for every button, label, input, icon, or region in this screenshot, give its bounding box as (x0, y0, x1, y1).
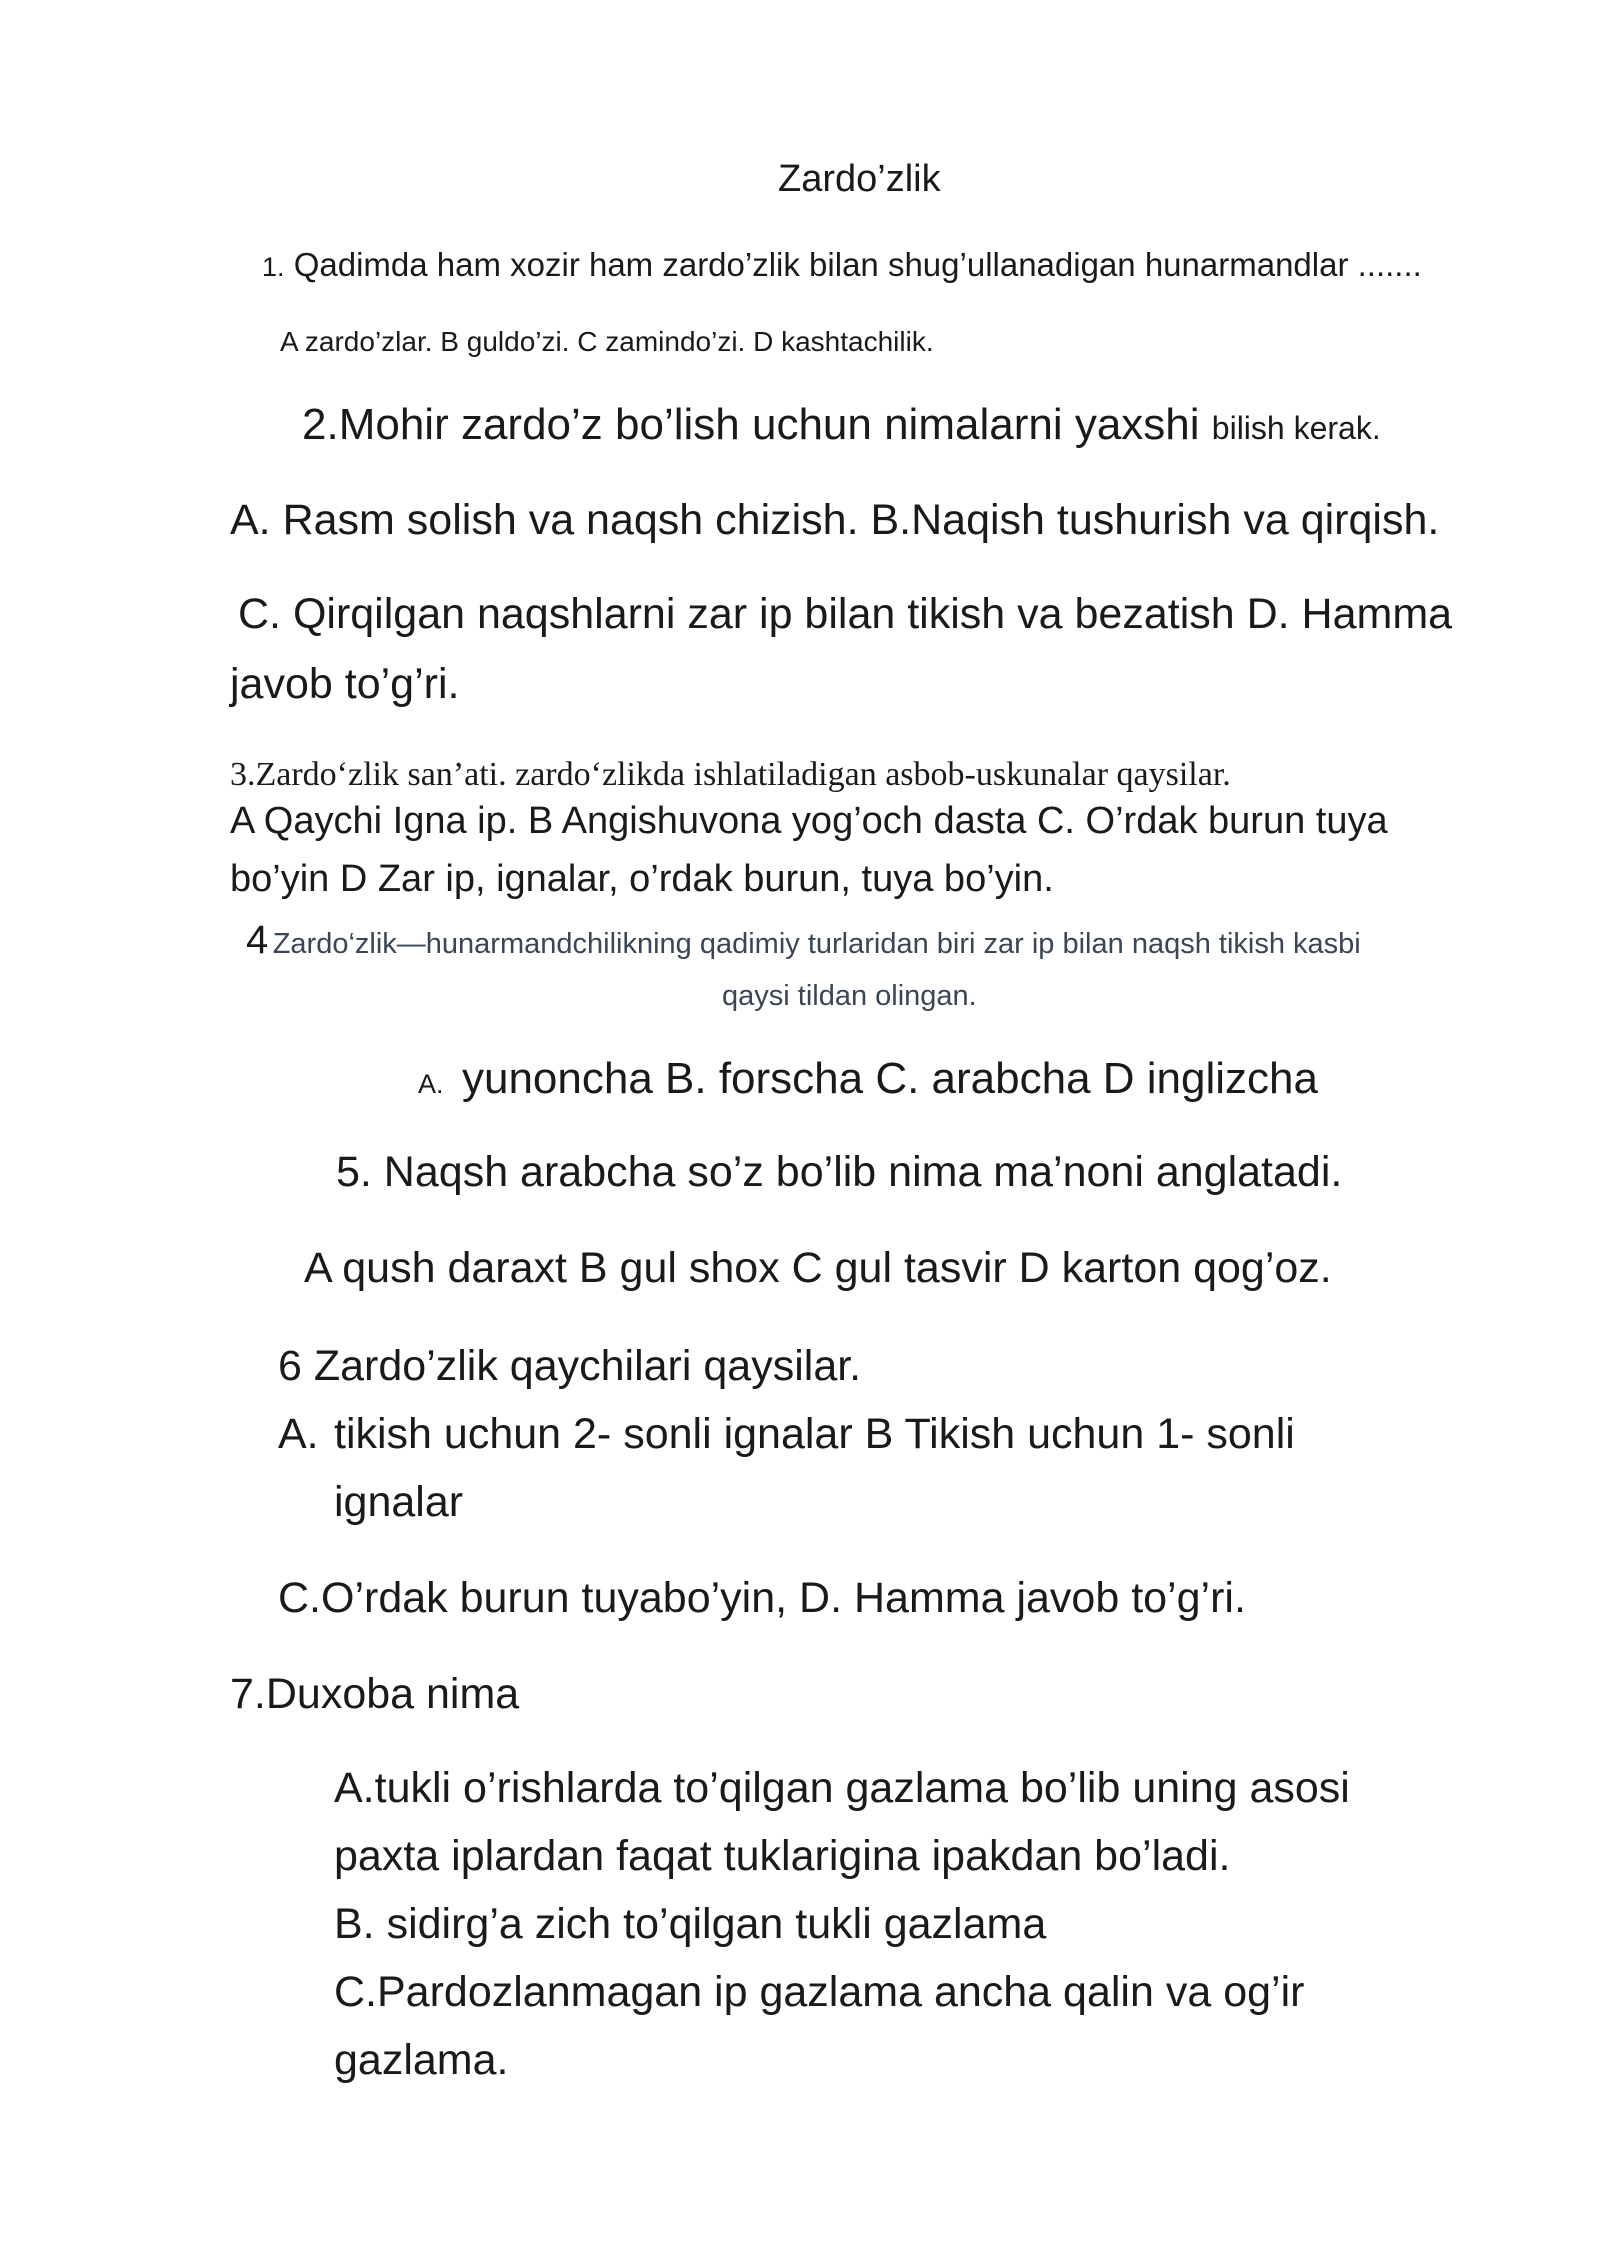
question-1 (262, 246, 1422, 284)
question-4-text-line-2: qaysi tildan olingan. (722, 980, 977, 1012)
question-2-options-line-3: javob to’g’ri. (230, 660, 460, 708)
question-2-options-line-2: C. Qirqilgan naqshlarni zar ip bilan tikish va bezatish D. Hamma (238, 590, 1453, 638)
question-7: 7.Duxoba nima (230, 1670, 520, 1718)
question-4-options (418, 1054, 1318, 1104)
document-title: Zardo’zlik (778, 158, 941, 200)
question-3: 3.Zardo‘zlik san’ati. zardo‘zlikda ishlatiladigan asbob-uskunalar qaysilar. (230, 756, 1231, 793)
question-2-options-line-1: A. Rasm solish va naqsh chizish. B.Naqish tushurish va qirqish. (230, 496, 1440, 544)
question-7-option-c-line-1: C.Pardozlanmagan ip gazlama ancha qalin va og’ir (334, 1968, 1305, 2016)
question-7-option-c-line-2: gazlama. (334, 2036, 509, 2084)
question-4 (246, 918, 1361, 963)
question-4-text-line-1: Zardo‘zlik—hunarmandchilikning qadimiy turlaridan biri zar ip bilan naqsh tikish kasbi (272, 928, 1361, 960)
question-2 (302, 400, 1381, 450)
question-6-option-a-label: A. (278, 1410, 319, 1458)
question-4-number: 4 (246, 918, 269, 962)
question-3-options-line-2: bo’yin D Zar ip, ignalar, o’rdak burun, tuya bo’yin. (230, 858, 1054, 900)
question-6-options-line-1: tikish uchun 2- sonli ignalar B Tikish uchun 1- sonli (334, 1410, 1295, 1458)
question-7-option-a-line-1: A.tukli o’rishlarda to’qilgan gazlama bo’lib uning asosi (334, 1764, 1350, 1812)
question-4-options-text: yunoncha B. forscha C. arabcha D inglizcha (461, 1054, 1318, 1103)
question-1-text: Qadimda ham xozir ham zardo’zlik bilan shug’ullanadigan hunarmandlar ....... (293, 246, 1422, 283)
question-1-number: 1. (262, 252, 285, 282)
question-5: 5. Naqsh arabcha so’z bo’lib nima ma’noni anglatadi. (336, 1148, 1343, 1196)
question-5-options: A qush daraxt B gul shox C gul tasvir D karton qog’oz. (304, 1244, 1332, 1292)
question-2-text: Mohir zardo’z bo’lish uchun nimalarni yaxshi (338, 400, 1200, 449)
question-6-options-line-3: C.O’rdak burun tuyabo’yin, D. Hamma javob to’g’ri. (278, 1574, 1246, 1622)
question-7-option-a-line-2: paxta iplardan faqat tuklarigina ipakdan bo’ladi. (334, 1832, 1231, 1880)
question-7-option-b: B. sidirg’a zich to’qilgan tukli gazlama (334, 1900, 1047, 1948)
question-3-options-line-1: A Qaychi Igna ip. B Angishuvona yog’och dasta C. O’rdak burun tuya (230, 800, 1388, 842)
question-2-text-small: bilish kerak. (1211, 410, 1381, 446)
question-6: 6 Zardo’zlik qaychilari qaysilar. (278, 1342, 862, 1390)
question-2-number: 2. (302, 400, 339, 449)
question-1-options: A zardo’zlar. B guldo’zi. C zamindo’zi. D kashtachilik. (280, 326, 934, 357)
question-4-option-a-label: A. (418, 1069, 444, 1099)
question-6-options-line-2: ignalar (334, 1478, 464, 1526)
